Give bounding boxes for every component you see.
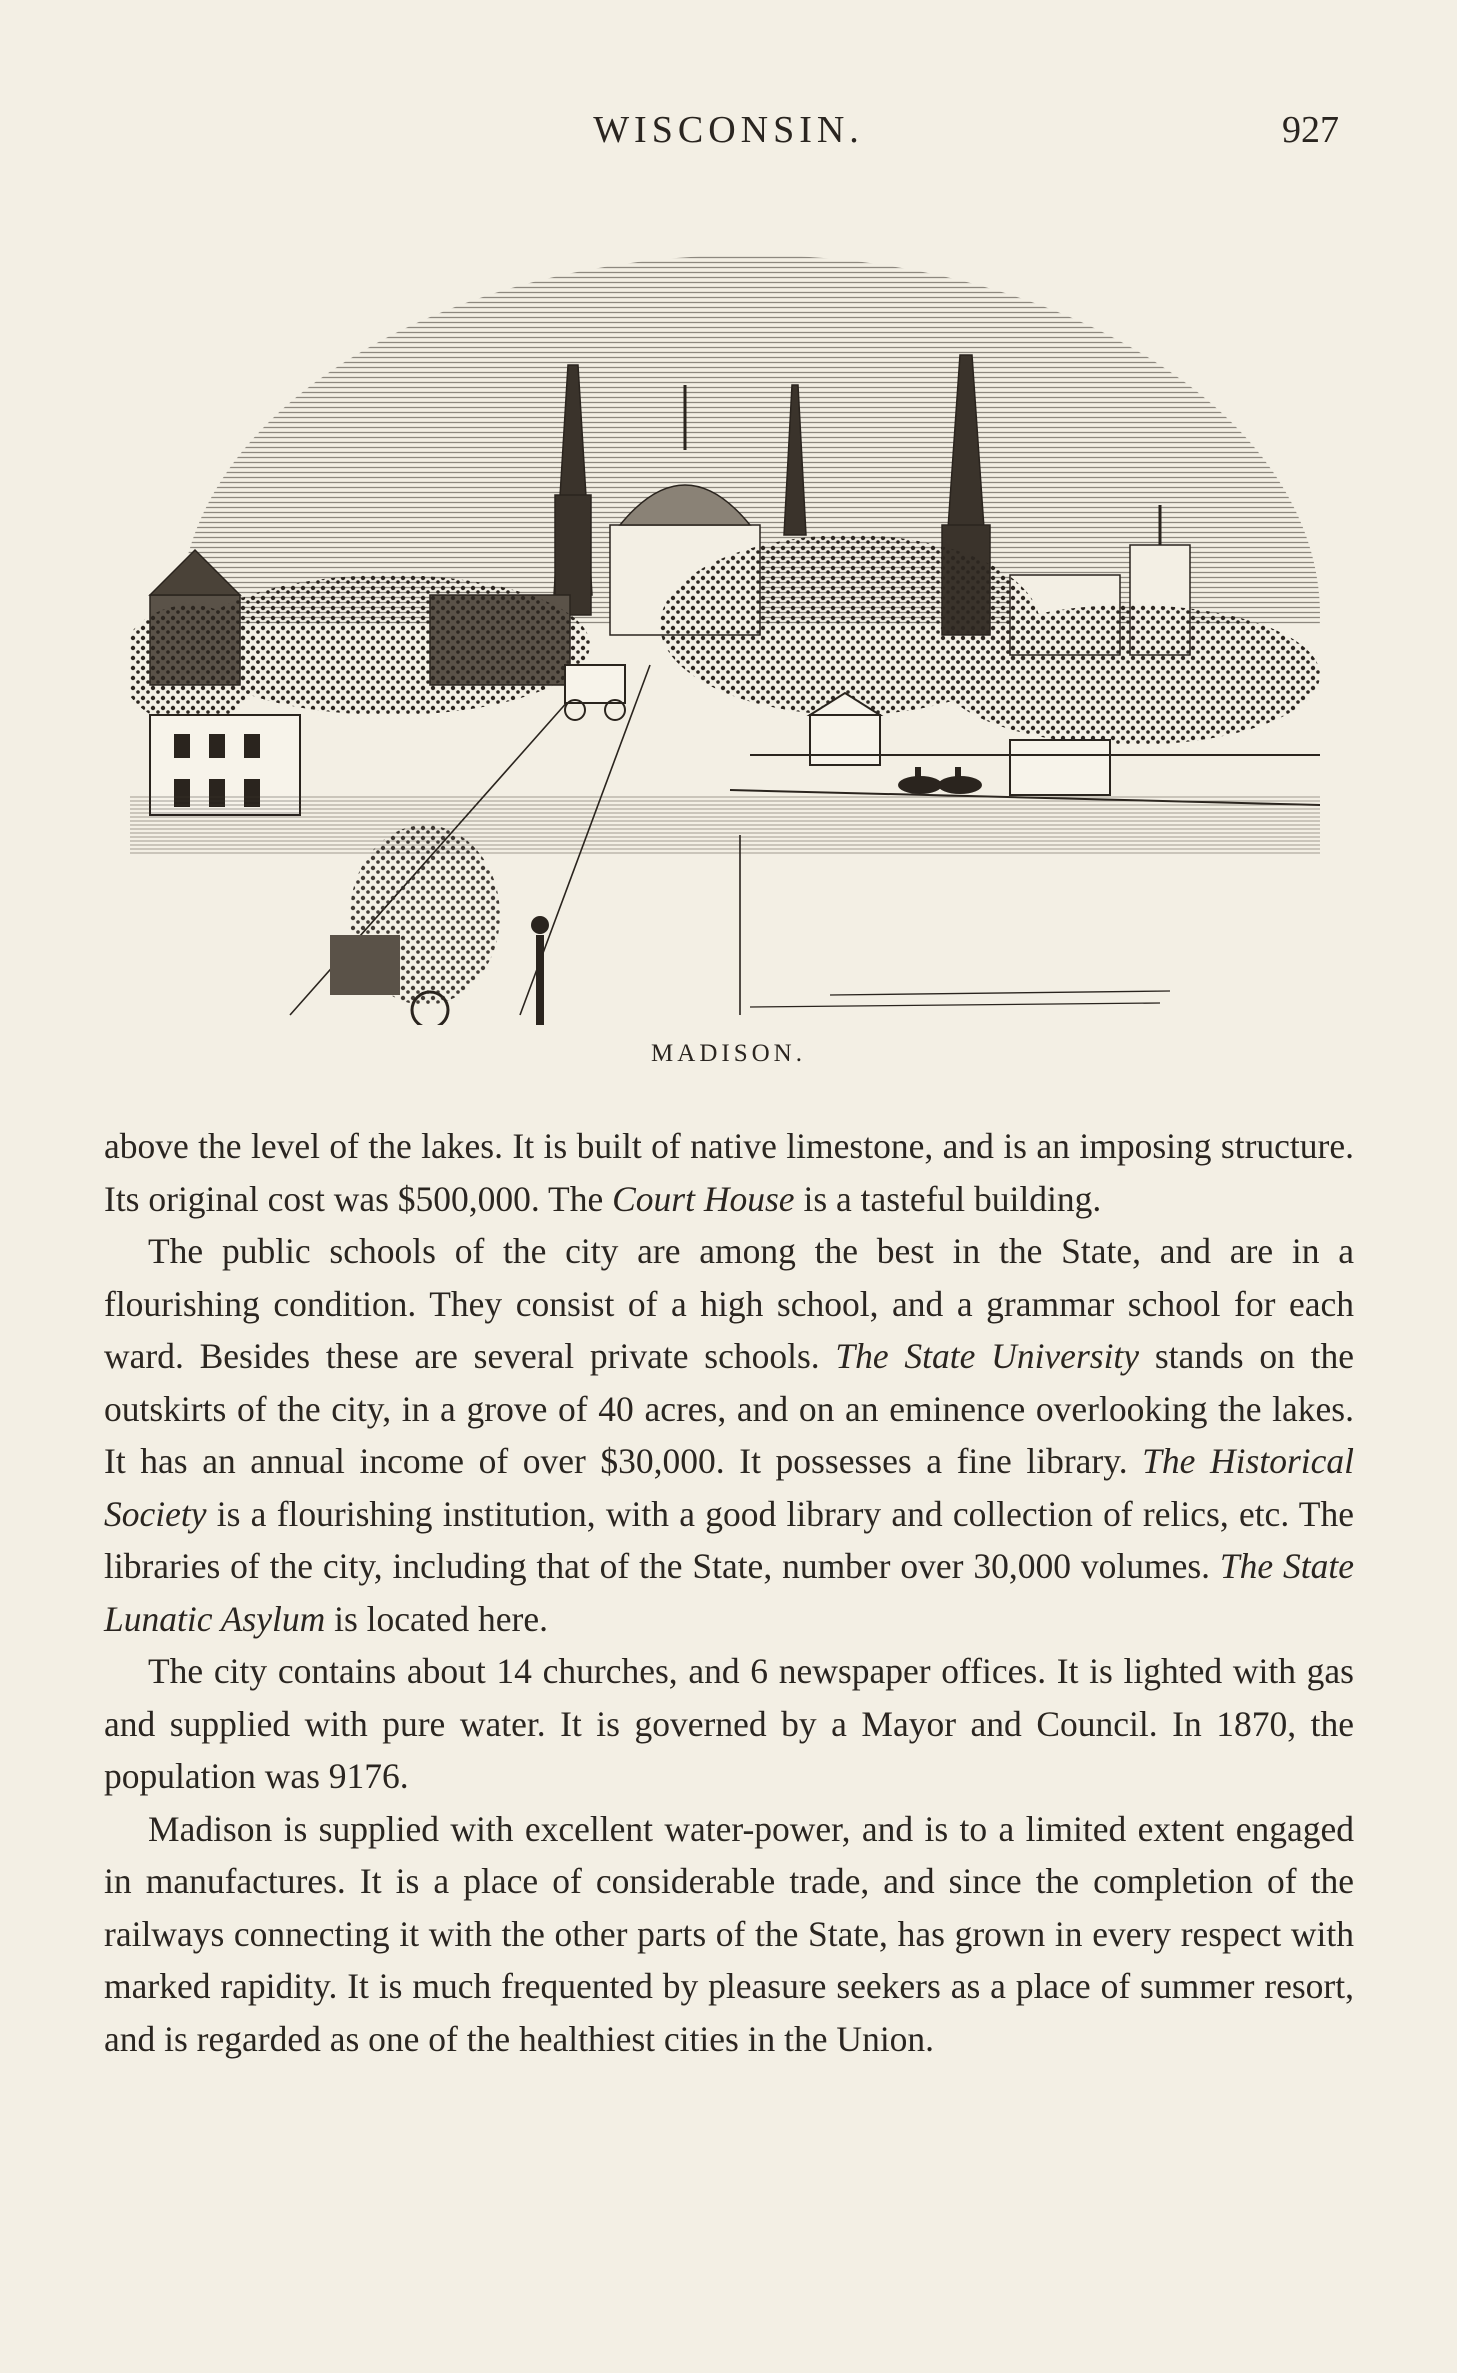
italic-run-court-house: Court House: [612, 1178, 795, 1219]
madison-engraving: [130, 195, 1320, 1025]
text-run: is a tasteful building.: [794, 1178, 1102, 1219]
carriage: [565, 665, 625, 720]
paragraph-4: [104, 1803, 1354, 2066]
text-run: stands on the outskirts of the city, in a grove of 40 acres, and on an eminence overlooking the lakes. It has an annual income of over $30,000. It possesses a fine library.: [104, 1336, 1354, 1481]
running-head: [0, 108, 1457, 158]
page-number: 927: [1282, 109, 1339, 151]
italic-run-state-university: The State University: [835, 1336, 1140, 1376]
engraving-illustration: [130, 195, 1320, 1025]
paragraph-3: [104, 1645, 1354, 1803]
paragraph-2: [104, 1225, 1354, 1645]
ground-marks: [750, 991, 1170, 1007]
text-run: The public schools of the city are among the best in the State, and are in a flourishing condition. They consist of a high school, and a grammar school for each ward. Besides these are several private schools.: [104, 1231, 1354, 1376]
italic-run-historical-society: The Historical Society: [104, 1441, 1354, 1534]
italic-run-lunatic-asylum: The State Lunatic Asylum: [104, 1546, 1354, 1639]
text-run: is a flourishing institution, with a good library and collection of relics, etc. The libraries of the city, including that of the State, number over 30,000 volumes.: [104, 1493, 1354, 1586]
running-head-title: WISCONSIN.: [593, 109, 864, 151]
illustration-caption: MADISON.: [651, 1040, 806, 1067]
text-run: above the level of the lakes. It is built of native limestone, and is an imposing structure. Its original cost was $500,000. The: [104, 1126, 1354, 1219]
riders: [898, 767, 982, 794]
body-text: [104, 1120, 1354, 2065]
water-hatching: [130, 795, 1320, 855]
text-run: is located here.: [325, 1598, 548, 1639]
paragraph-1: [104, 1120, 1354, 1225]
text-run: Madison is supplied with excellent water-power, and is to a limited extent engaged in manufactures. It is a place of considerable trade, and since the completion of the railways connecting it with the other parts of the State, has grown in every respect with marked rapidity. It is much frequented by pleasure seekers as a place of summer resort, and is regarded as one of the healthiest cities in the Union.: [104, 1808, 1354, 2059]
text-run: The city contains about 14 churches, and 6 newspaper offices. It is lighted with gas and supplied with pure water. It is governed by a Mayor and Council. In 1870, the population was 9176.: [104, 1651, 1354, 1796]
